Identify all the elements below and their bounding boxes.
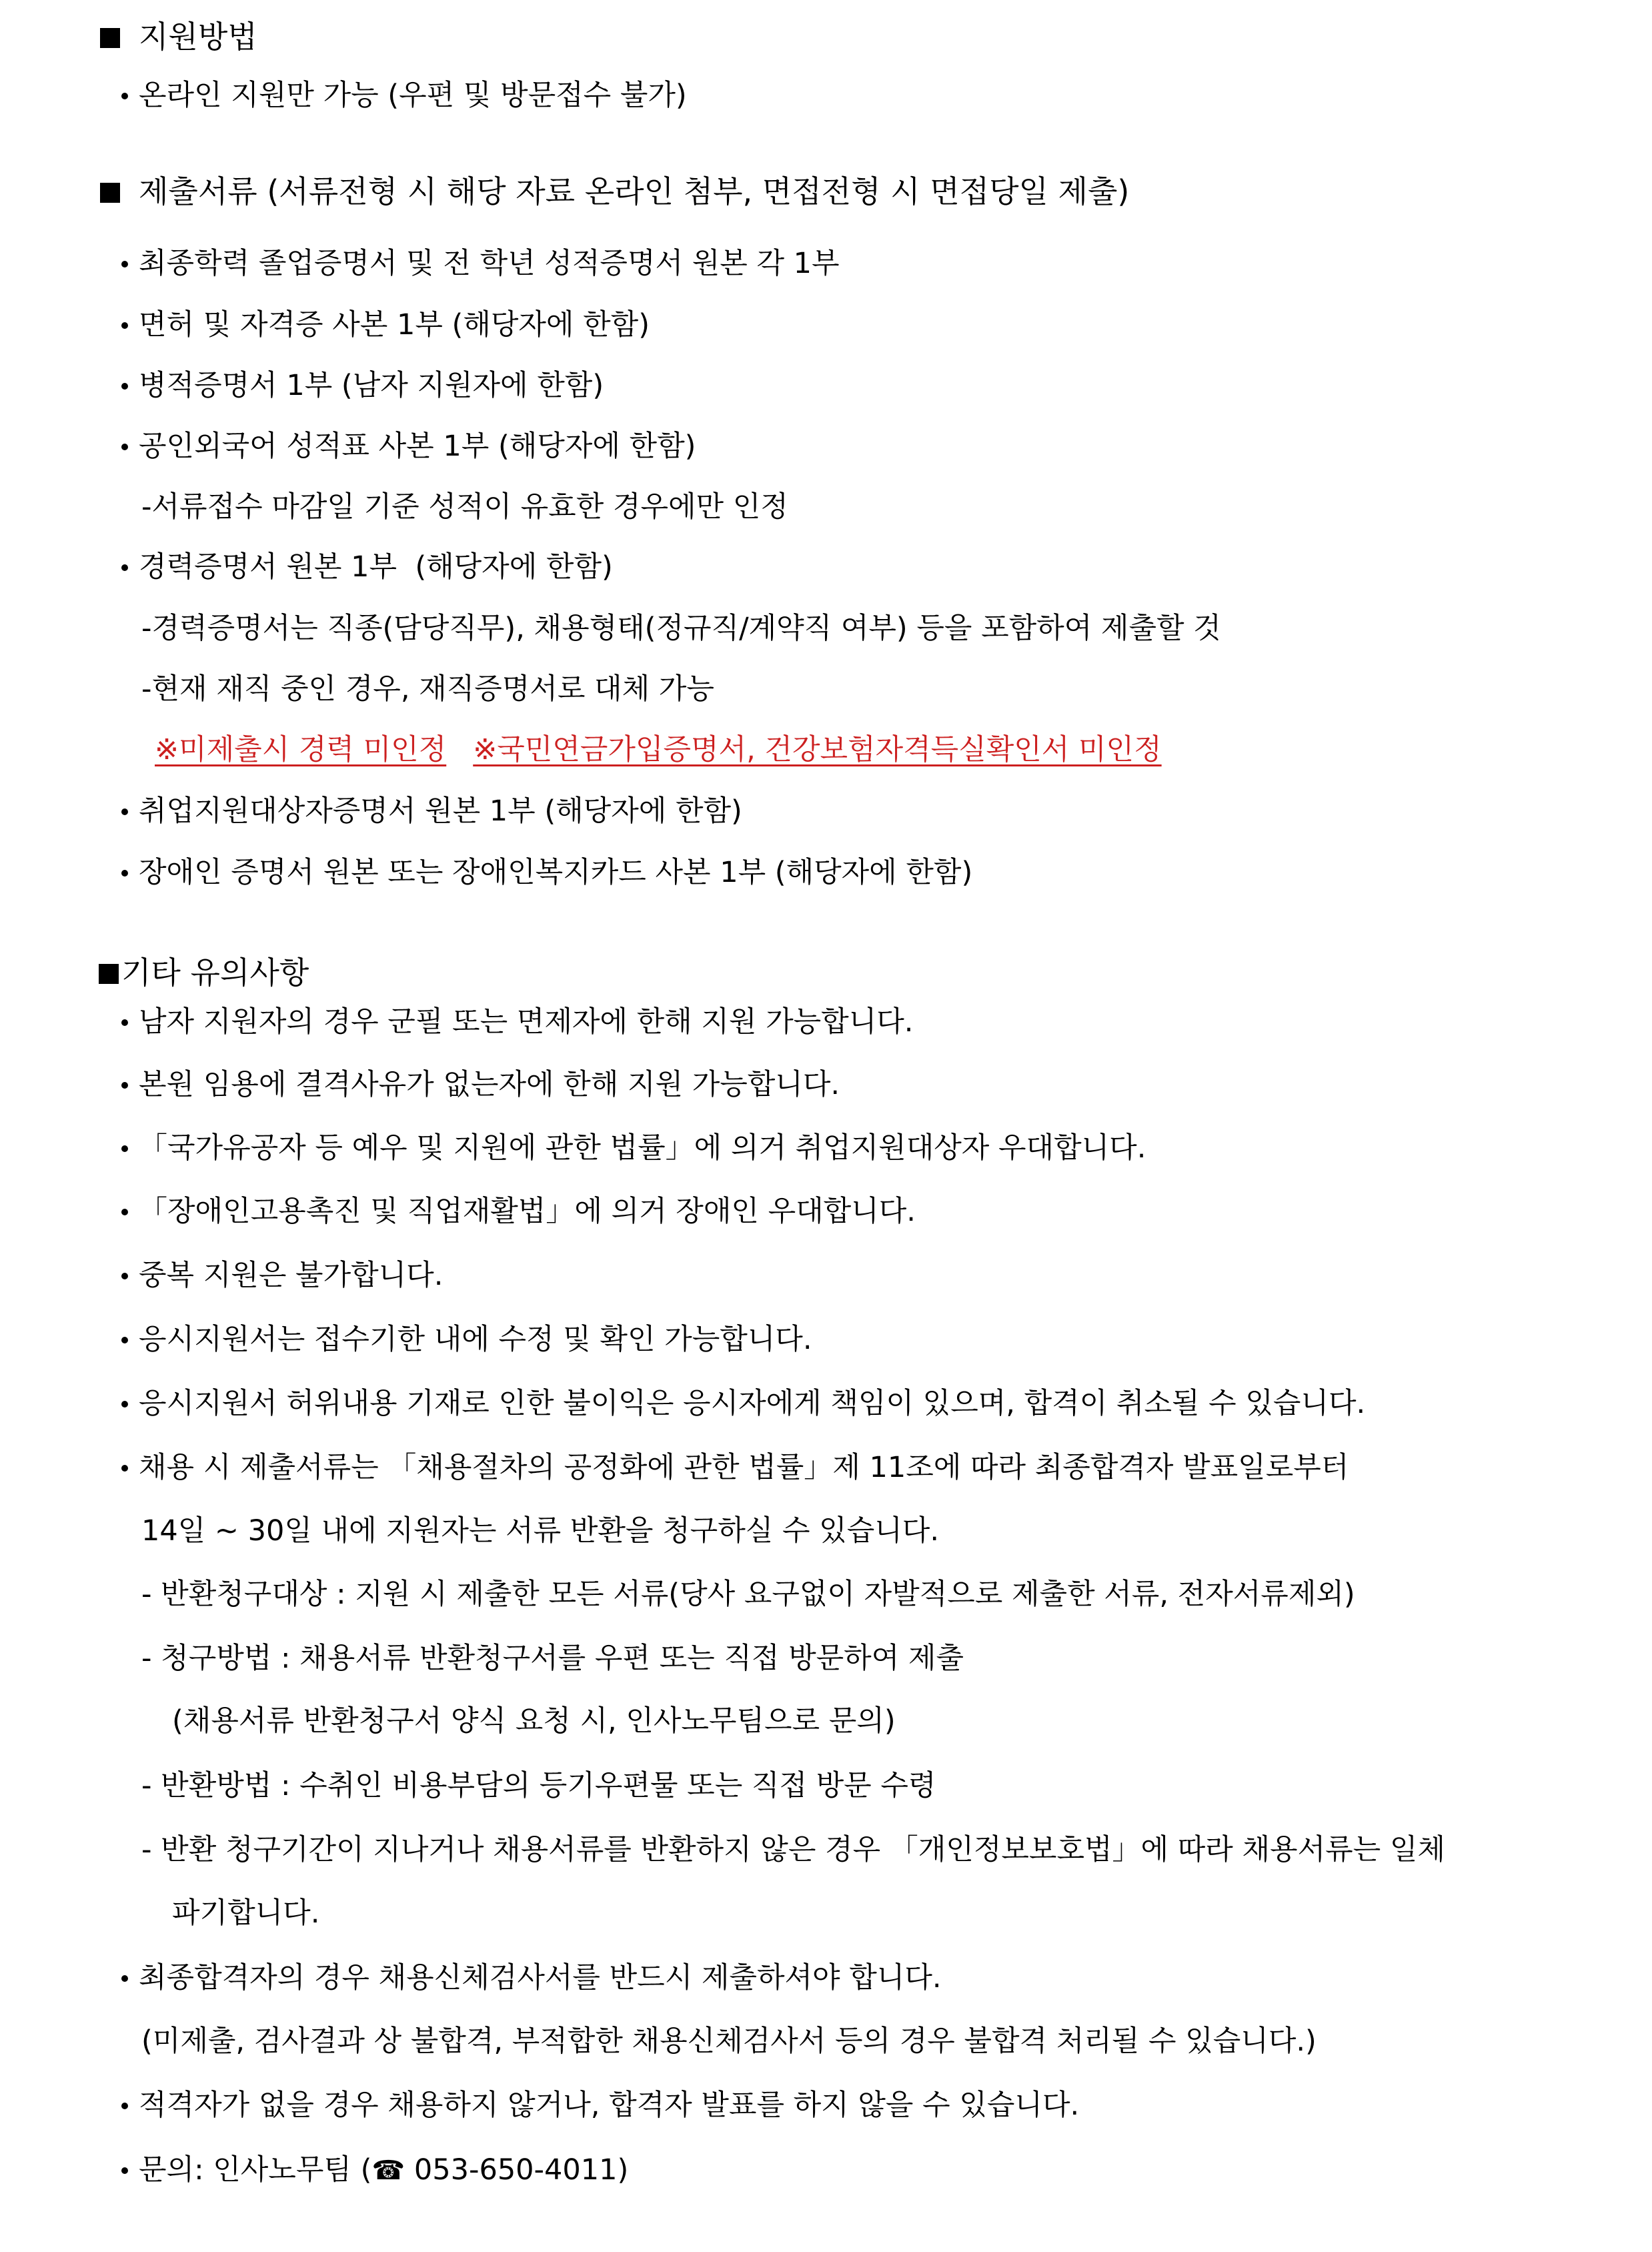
- list-item: 공인외국어 성적표 사본 1부 (해당자에 한함): [121, 426, 696, 466]
- bullet-icon: [121, 1082, 128, 1089]
- warning-note: [155, 730, 1162, 770]
- bullet-icon: [121, 1975, 128, 1982]
- sub-item: -경력증명서는 직종(담당직무), 채용형태(정규직/계약직 여부) 등을 포함하여 제출할 것: [141, 612, 1221, 645]
- bullet-icon: [121, 2103, 128, 2109]
- list-item: 온라인 지원만 가능 (우편 및 방문접수 불가): [121, 75, 687, 115]
- heading-text: 기타 유의사항: [121, 955, 309, 991]
- bullet-icon: [121, 1145, 128, 1152]
- bullet-icon: [121, 1019, 128, 1026]
- continuation-line: 파기합니다.: [172, 1896, 320, 1930]
- bullet-icon: [121, 444, 128, 450]
- warning-text-insurance: ※국민연금가입증명서, 건강보험자격득실확인서 미인정: [473, 733, 1162, 766]
- sub-item: -현재 재직 중인 경우, 재직증명서로 대체 가능: [141, 672, 714, 706]
- continuation-line: (채용서류 반환청구서 양식 요청 시, 인사노무팀으로 문의): [172, 1704, 896, 1738]
- sub-item: - 반환방법 : 수취인 비용부담의 등기우편물 또는 직접 방문 수령: [141, 1769, 936, 1802]
- bullet-icon: [121, 2167, 128, 2174]
- section-heading-apply-method: [100, 17, 257, 57]
- square-bullet-icon: [99, 964, 119, 984]
- sub-item: - 청구방법 : 채용서류 반환청구서를 우편 또는 직접 방문하여 제출: [141, 1642, 964, 1675]
- continuation-line: (미제출, 검사결과 상 불합격, 부적합한 채용신체검사서 등의 경우 불합격 처리될 수 있습니다.): [141, 2025, 1317, 2058]
- section-heading-documents: [100, 171, 1129, 211]
- continuation-line: 14일 ~ 30일 내에 지원자는 서류 반환을 청구하실 수 있습니다.: [141, 1514, 939, 1548]
- bullet-icon: [121, 93, 128, 99]
- sub-item: - 반환청구대상 : 지원 시 제출한 모든 서류(당사 요구없이 자발적으로 제출한 서류, 전자서류제외): [141, 1578, 1355, 1611]
- sub-item: -서류접수 마감일 기준 성적이 유효한 경우에만 인정: [141, 490, 788, 524]
- warning-text-career: ※미제출시 경력 미인정: [155, 733, 447, 766]
- list-item: 응시지원서는 접수기한 내에 수정 및 확인 가능합니다.: [121, 1319, 812, 1359]
- list-item: 경력증명서 원본 1부 (해당자에 한함): [121, 547, 613, 587]
- square-bullet-icon: [100, 28, 120, 48]
- bullet-icon: [121, 1465, 128, 1472]
- list-item: 병적증명서 1부 (남자 지원자에 한함): [121, 366, 604, 406]
- bullet-icon: [121, 322, 128, 329]
- bullet-icon: [121, 870, 128, 877]
- list-item: 적격자가 없을 경우 채용하지 않거나, 합격자 발표를 하지 않을 수 있습니다.: [121, 2085, 1079, 2125]
- list-item: 「장애인고용촉진 및 직업재활법」에 의거 장애인 우대합니다.: [121, 1191, 916, 1231]
- heading-text: 지원방법: [139, 19, 257, 55]
- list-item: 취업지원대상자증명서 원본 1부 (해당자에 한함): [121, 791, 742, 831]
- bullet-icon: [121, 808, 128, 815]
- list-item: 본원 임용에 결격사유가 없는자에 한해 지원 가능합니다.: [121, 1065, 840, 1105]
- contact-item: 문의: 인사노무팀 (☎ 053-650-4011): [121, 2150, 628, 2190]
- contact-phone: 053-650-4011: [414, 2153, 618, 2187]
- list-item: 「국가유공자 등 예우 및 지원에 관한 법률」에 의거 취업지원대상자 우대합니다.: [121, 1128, 1146, 1168]
- bullet-icon: [121, 564, 128, 571]
- list-item: 중복 지원은 불가합니다.: [121, 1255, 443, 1295]
- bullet-icon: [121, 1209, 128, 1215]
- list-item: 장애인 증명서 원본 또는 장애인복지카드 사본 1부 (해당자에 한함): [121, 853, 972, 893]
- list-item: 남자 지원자의 경우 군필 또는 면제자에 한해 지원 가능합니다.: [121, 1002, 913, 1042]
- telephone-icon: ☎: [371, 2155, 405, 2186]
- section-heading-other-notes: [99, 953, 309, 993]
- bullet-icon: [121, 261, 128, 267]
- square-bullet-icon: [100, 183, 120, 203]
- bullet-icon: [121, 383, 128, 390]
- bullet-icon: [121, 1401, 128, 1408]
- heading-text: 제출서류 (서류전형 시 해당 자료 온라인 첨부, 면접전형 시 면접당일 제출): [139, 173, 1130, 209]
- list-item: 채용 시 제출서류는 「채용절차의 공정화에 관한 법률」제 11조에 따라 최종합격자 발표일로부터: [121, 1448, 1349, 1488]
- bullet-icon: [121, 1337, 128, 1343]
- list-item: 최종학력 졸업증명서 및 전 학년 성적증명서 원본 각 1부: [121, 243, 840, 284]
- list-item: 응시지원서 허위내용 기재로 인한 불이익은 응시자에게 책임이 있으며, 합격이 취소될 수 있습니다.: [121, 1383, 1365, 1424]
- list-item: 최종합격자의 경우 채용신체검사서를 반드시 제출하셔야 합니다.: [121, 1958, 942, 1998]
- contact-label: 문의: 인사노무팀 (: [139, 2153, 372, 2187]
- sub-item: - 반환 청구기간이 지나거나 채용서류를 반환하지 않은 경우 「개인정보보호법」에 따라 채용서류는 일체: [141, 1833, 1445, 1866]
- list-item: 면허 및 자격증 사본 1부 (해당자에 한함): [121, 305, 650, 345]
- bullet-icon: [121, 1273, 128, 1279]
